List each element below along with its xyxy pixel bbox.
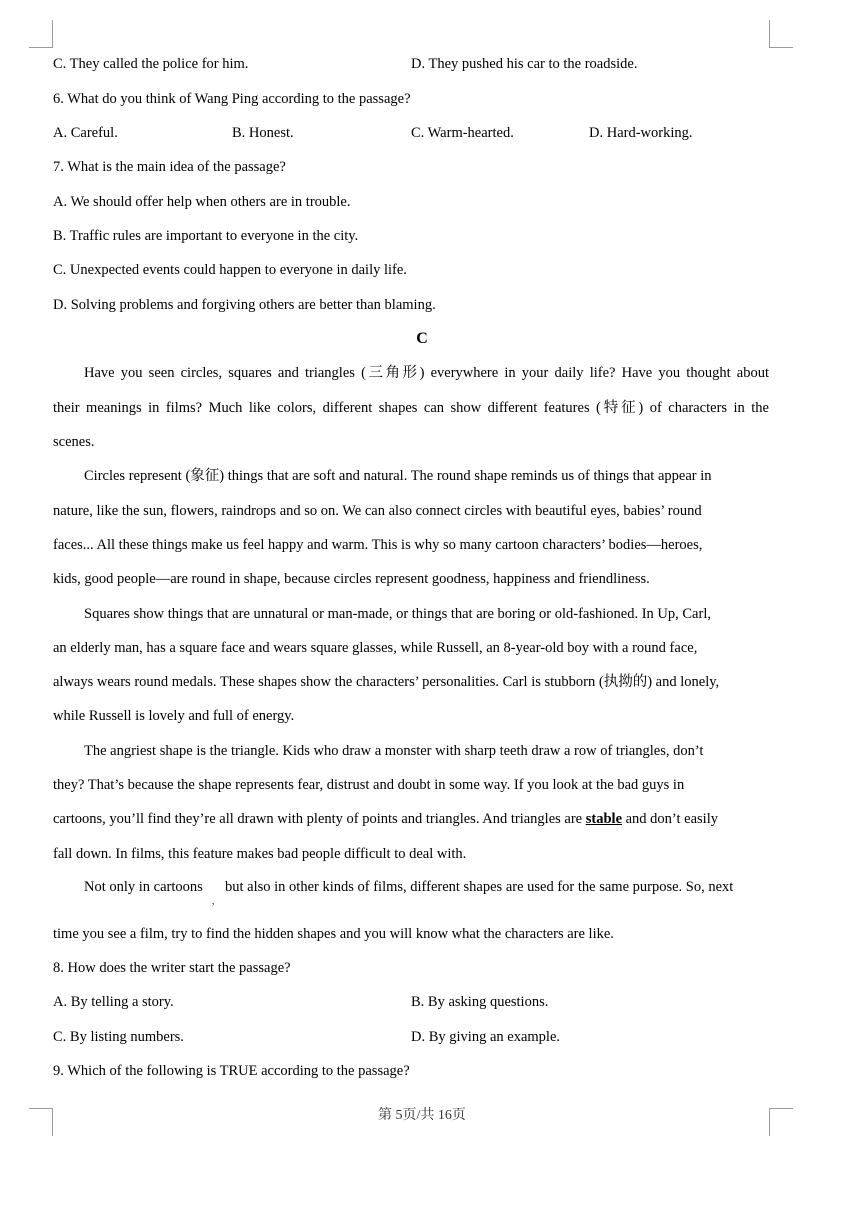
p2-line-3: faces... All these things make us feel happy and warm. This is why so many cartoon characters’ bodies—heroes, bbox=[53, 537, 703, 553]
p1-line-1: Have you seen circles, squares and triangles (三角形) everywhere in your daily life? Have you thought about bbox=[84, 365, 769, 381]
p3-line-4: while Russell is lovely and full of energy. bbox=[53, 708, 295, 724]
q8-option-a: A. By telling a story. bbox=[53, 994, 174, 1010]
p5-comma-mark: , bbox=[212, 896, 215, 906]
p5-line-1-part-2: but also in other kinds of films, different shapes are used for the same purpose. So, next bbox=[225, 879, 734, 895]
p1-line-3: scenes. bbox=[53, 434, 95, 450]
p4-line-2: they? That’s because the shape represents fear, distrust and doubt in some way. If you look at the bad guys in bbox=[53, 777, 685, 793]
p4-line-3-text-after: and don’t easily bbox=[622, 811, 718, 827]
q6-option-d: D. Hard-working. bbox=[589, 125, 693, 141]
q7-option-a: A. We should offer help when others are in trouble. bbox=[53, 194, 351, 210]
q6-question: 6. What do you think of Wang Ping according to the passage? bbox=[53, 91, 411, 107]
q5-option-d: D. They pushed his car to the roadside. bbox=[411, 56, 638, 72]
p2-line-2: nature, like the sun, flowers, raindrops and so on. We can also connect circles with beautiful eyes, babies’ round bbox=[53, 503, 702, 519]
q5-option-c: C. They called the police for him. bbox=[53, 56, 249, 72]
crop-mark-top-left bbox=[29, 20, 53, 48]
p4-line-3-text-before: cartoons, you’ll find they’re all drawn with plenty of points and triangles. And triangles are bbox=[53, 811, 586, 827]
q8-question: 8. How does the writer start the passage? bbox=[53, 960, 291, 976]
p3-line-2: an elderly man, has a square face and wears square glasses, while Russell, an 8-year-old boy with a round face, bbox=[53, 640, 698, 656]
p4-line-4: fall down. In films, this feature makes bad people difficult to deal with. bbox=[53, 846, 467, 862]
q8-option-b: B. By asking questions. bbox=[411, 994, 549, 1010]
p2-line-1: Circles represent (象征) things that are soft and natural. The round shape reminds us of things that appear in bbox=[84, 468, 712, 484]
q8-option-c: C. By listing numbers. bbox=[53, 1029, 184, 1045]
q7-option-c: C. Unexpected events could happen to everyone in daily life. bbox=[53, 262, 407, 278]
q7-question: 7. What is the main idea of the passage? bbox=[53, 159, 286, 175]
p4-line-3 bbox=[53, 809, 718, 829]
crop-mark-top-right bbox=[769, 20, 793, 48]
p3-line-3: always wears round medals. These shapes show the characters’ personalities. Carl is stubborn (执拗的) and lonely, bbox=[53, 674, 720, 690]
q6-option-c: C. Warm-hearted. bbox=[411, 125, 514, 141]
q7-option-b: B. Traffic rules are important to everyone in the city. bbox=[53, 228, 359, 244]
q6-option-b: B. Honest. bbox=[232, 125, 294, 141]
section-title: C bbox=[416, 330, 428, 347]
q7-option-d: D. Solving problems and forgiving others are better than blaming. bbox=[53, 297, 436, 313]
page-number-footer: 第 5页/共 16页 bbox=[378, 1108, 466, 1123]
underlined-word-stable: stable bbox=[585, 811, 622, 827]
q8-option-d: D. By giving an example. bbox=[411, 1029, 561, 1045]
p4-line-1: The angriest shape is the triangle. Kids who draw a monster with sharp teeth draw a row of triangles, don’t bbox=[84, 743, 704, 759]
p5-line-2: time you see a film, try to find the hidden shapes and you will know what the characters are like. bbox=[53, 926, 614, 942]
q6-option-a: A. Careful. bbox=[53, 125, 118, 141]
q9-question: 9. Which of the following is TRUE according to the passage? bbox=[53, 1063, 410, 1079]
p2-line-4: kids, good people—are round in shape, because circles represent goodness, happiness and friendliness. bbox=[53, 571, 650, 587]
p5-line-1-part-1: Not only in cartoons bbox=[84, 879, 203, 895]
p3-line-1: Squares show things that are unnatural or man-made, or things that are boring or old-fashioned. In Up, Carl, bbox=[84, 606, 711, 622]
p1-line-2: their meanings in films? Much like colors, different shapes can show different features (特征) of characters in the bbox=[53, 400, 769, 416]
